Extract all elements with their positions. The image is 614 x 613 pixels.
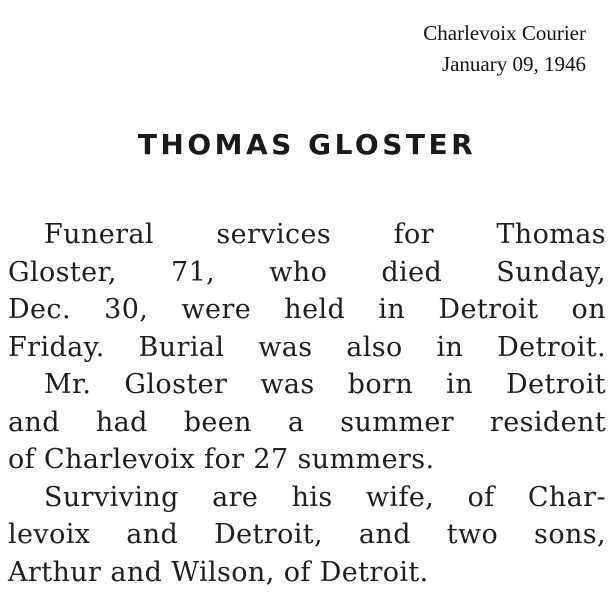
obituary-headline: THOMAS GLOSTER <box>137 128 477 161</box>
source-citation <box>423 18 586 80</box>
text-line: Gloster, 71, who died Sunday, <box>8 256 606 288</box>
article-body <box>8 216 606 591</box>
text-line: Surviving are his wife, of Char- <box>44 481 606 513</box>
text-line: levoix and Detroit, and two sons, <box>8 519 606 550</box>
text-line: and had been a summer resident <box>8 406 606 438</box>
text-line: Friday. Burial was also in Detroit. <box>8 331 606 363</box>
publication-name: Charlevoix Courier <box>423 21 586 45</box>
text-line: Arthur and Wilson, of Detroit. <box>8 556 429 588</box>
text-line: Funeral services for Thomas <box>44 219 606 250</box>
paragraph-survivors <box>8 479 606 592</box>
text-line: of Charlevoix for 27 summers. <box>8 444 435 475</box>
text-line: Mr. Gloster was born in Detroit <box>44 369 606 400</box>
paragraph-biography <box>8 366 606 479</box>
publication-date: January 09, 1946 <box>441 52 586 76</box>
text-line: Dec. 30, were held in Detroit on <box>8 294 606 325</box>
paragraph-funeral <box>8 216 606 366</box>
